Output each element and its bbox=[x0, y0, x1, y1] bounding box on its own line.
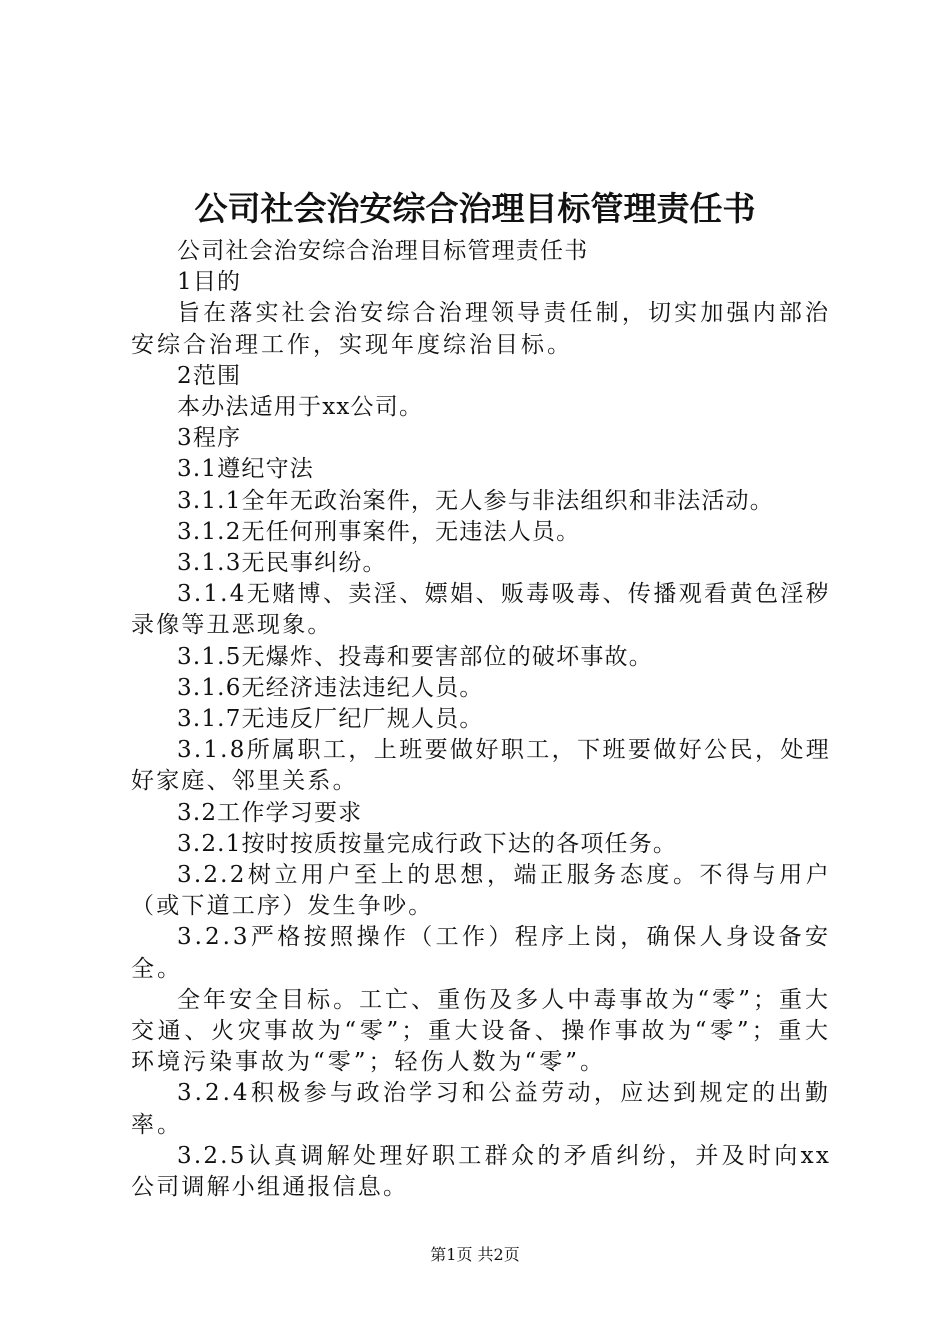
paragraph-3-2-5: 3.2.5认真调解处理好职工群众的矛盾纠纷，并及时向xx公司调解小组通报信息。 bbox=[131, 1142, 831, 1201]
paragraph-3-1-7: 3.1.7无违反厂纪厂规人员。 bbox=[177, 706, 484, 733]
paragraph-3-1-6: 3.1.6无经济违法违纪人员。 bbox=[177, 674, 484, 701]
page-number-footer: 第1页 共2页 bbox=[430, 1245, 520, 1264]
paragraph-scope: 本办法适用于xx公司。 bbox=[177, 394, 424, 421]
paragraph-3-2-1: 3.2.1按时按质按量完成行政下达的各项任务。 bbox=[177, 830, 678, 857]
paragraph-3-1-2: 3.1.2无任何刑事案件，无违法人员。 bbox=[177, 518, 581, 545]
paragraph-3-1-5: 3.1.5无爆炸、投毒和要害部位的破坏事故。 bbox=[177, 643, 653, 670]
paragraph-3-1-8: 3.1.8所属职工，上班要做好职工，下班要做好公民，处理好家庭、邻里关系。 bbox=[131, 737, 831, 795]
paragraph-3-1-1: 3.1.1全年无政治案件，无人参与非法组织和非法活动。 bbox=[177, 487, 774, 514]
paragraph-subtitle: 公司社会治安综合治理目标管理责任书 bbox=[177, 238, 589, 264]
paragraph-3-2-4: 3.2.4积极参与政治学习和公益劳动，应达到规定的出勤率。 bbox=[131, 1080, 831, 1138]
paragraph-3-2-3: 3.2.3严格按照操作（工作）程序上岗，确保人身设备安全。 bbox=[131, 924, 831, 982]
paragraph-section-3-heading: 3程序 bbox=[177, 425, 242, 452]
paragraph-3-1-3: 3.1.3无民事纠纷。 bbox=[177, 550, 387, 577]
paragraph-section-2-heading: 2范围 bbox=[177, 362, 242, 389]
paragraph-3-2: 3.2工作学习要求 bbox=[177, 799, 363, 826]
paragraph-3-1-4: 3.1.4无赌博、卖淫、嫖娼、贩毒吸毒、传播观看黄色淫秽录像等丑恶现象。 bbox=[131, 581, 831, 639]
paragraph-3-2-2: 3.2.2树立用户至上的思想，端正服务态度。不得与用户（或下道工序）发生争吵。 bbox=[131, 862, 831, 920]
paragraph-section-1-heading: 1目的 bbox=[177, 269, 242, 296]
paragraph-safety-goals: 全年安全目标。工亡、重伤及多人中毒事故为“零”；重大交通、火灾事故为“零”；重大设备、操作事故为“零”；重大环境污染事故为“零”；轻伤人数为“零”。 bbox=[131, 986, 831, 1076]
document-title: 公司社会治安综合治理目标管理责任书 bbox=[194, 189, 756, 228]
document-body bbox=[131, 236, 831, 1203]
paragraph-purpose: 旨在落实社会治安综合治理领导责任制，切实加强内部治安综合治理工作，实现年度综治目标。 bbox=[131, 300, 831, 358]
paragraph-3-1: 3.1遵纪守法 bbox=[177, 456, 314, 483]
